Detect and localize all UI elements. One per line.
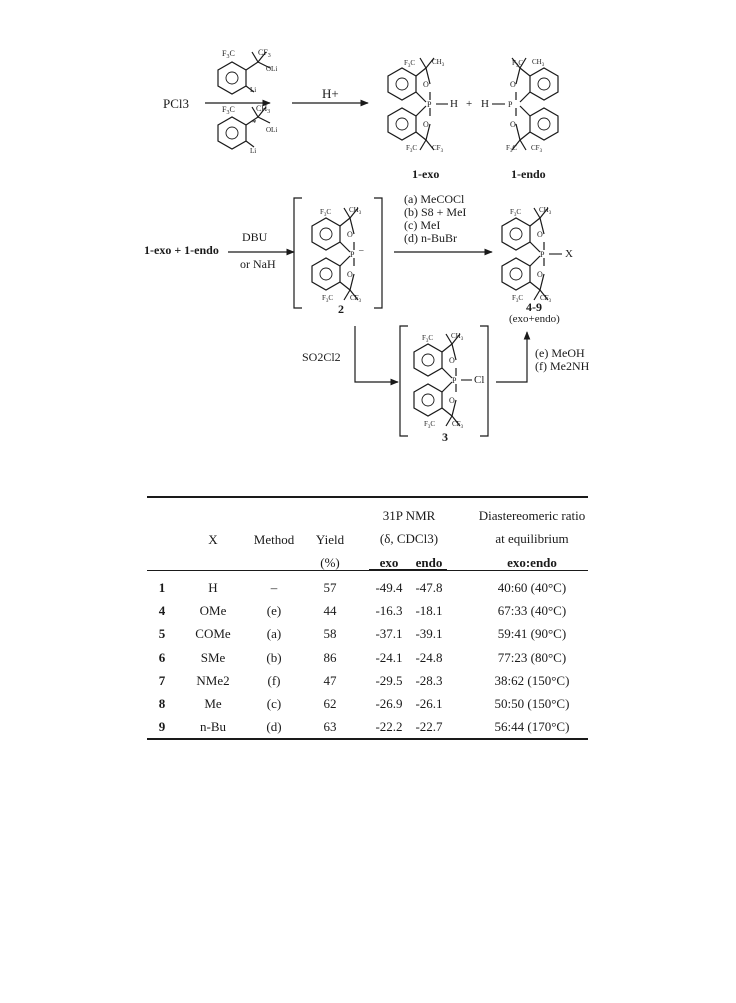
cell-method: (d) bbox=[266, 719, 282, 735]
cell-exo: -22.2 bbox=[375, 719, 403, 735]
cell-x: OMe bbox=[199, 603, 227, 619]
cell-x: COMe bbox=[195, 626, 231, 642]
svg-text:O: O bbox=[423, 80, 429, 89]
cell-method: (f) bbox=[267, 672, 281, 688]
cell-ratio: 40:60 (40°C) bbox=[497, 580, 567, 595]
svg-text:F3C: $F_3C$ bbox=[506, 144, 518, 154]
molecule-1-endo bbox=[512, 58, 558, 150]
header-exo: exo bbox=[379, 555, 399, 570]
cell-exo: -24.1 bbox=[375, 649, 403, 665]
svg-text:O: O bbox=[347, 230, 353, 239]
base-nah: or NaH bbox=[240, 257, 276, 271]
condition-a: (a) MeCOCl bbox=[404, 192, 465, 206]
svg-text:F3C: $F_3C$ bbox=[406, 144, 418, 154]
svg-text:F3C: $F_3C$ bbox=[222, 105, 235, 116]
header-ratio-cols: exo:endo bbox=[507, 555, 557, 570]
svg-text:–: – bbox=[359, 245, 364, 255]
reagent-bottom-oli: OLi bbox=[266, 126, 278, 134]
svg-text:CF3: $CF_3$ bbox=[350, 294, 362, 304]
molecule-2-anion bbox=[312, 206, 364, 304]
cell-ratio: 56:44 (170°C) bbox=[494, 719, 570, 735]
cell-id: 5 bbox=[158, 626, 166, 642]
reagent-top-li: Li bbox=[250, 86, 257, 94]
cell-endo: -39.1 bbox=[415, 626, 443, 642]
atom-h-endo: H bbox=[481, 98, 489, 110]
aryllithium-reagent-top bbox=[218, 48, 271, 94]
aryllithium-reagent-bottom bbox=[218, 104, 270, 149]
cell-endo: -24.8 bbox=[415, 649, 443, 665]
cell-method: – bbox=[270, 580, 278, 595]
label-2: 2 bbox=[338, 302, 344, 316]
cell-yield: 58 bbox=[323, 626, 337, 642]
cell-method: (e) bbox=[266, 603, 282, 619]
svg-text:O: O bbox=[510, 120, 516, 129]
atom-h-exo: H bbox=[450, 98, 458, 110]
label-1-endo: 1-endo bbox=[511, 167, 546, 181]
cell-yield: 57 bbox=[323, 580, 337, 595]
reagent-bottom-li: Li bbox=[250, 147, 257, 155]
cell-endo: -28.3 bbox=[415, 672, 443, 688]
svg-text:CF3: $CF_3$ bbox=[540, 294, 552, 304]
cell-endo: -26.1 bbox=[415, 696, 443, 711]
svg-text:O: O bbox=[347, 270, 353, 279]
header-nmr-solvent: (δ, CDCl3) bbox=[379, 531, 439, 546]
bracket-left-3 bbox=[400, 326, 408, 436]
molecule-3-chloride bbox=[414, 332, 472, 430]
table-bottom-rule bbox=[147, 738, 588, 740]
svg-text:CH3: $CH_3$ bbox=[432, 58, 445, 68]
bracket-right-2 bbox=[374, 198, 382, 308]
svg-text:O: O bbox=[449, 396, 455, 405]
svg-text:F3C: $F_3C$ bbox=[404, 59, 416, 69]
header-nmr: 31P NMR bbox=[382, 508, 436, 523]
arrow-so2cl2 bbox=[355, 326, 398, 382]
condition-b: (b) S8 + MeI bbox=[404, 205, 467, 219]
header-ratio: Diastereomeric ratio bbox=[478, 508, 586, 523]
cell-ratio: 38:62 (150°C) bbox=[494, 672, 570, 688]
svg-text:CF3: $CF_3$ bbox=[258, 48, 271, 59]
cell-yield: 63 bbox=[323, 719, 337, 735]
svg-text:P: P bbox=[452, 376, 457, 385]
header-method: Method bbox=[253, 532, 295, 547]
cell-method: (a) bbox=[266, 626, 282, 642]
header-x: X bbox=[208, 532, 218, 547]
condition-e: (e) MeOH bbox=[535, 346, 585, 360]
svg-text:O: O bbox=[510, 80, 516, 89]
condition-f: (f) Me2NH bbox=[535, 359, 590, 373]
svg-text:F3C: $F_3C$ bbox=[424, 420, 436, 430]
so2cl2-label: SO2Cl2 bbox=[302, 350, 341, 364]
cell-endo: -18.1 bbox=[415, 603, 443, 619]
cell-yield: 47 bbox=[323, 672, 337, 688]
cell-endo: -47.8 bbox=[415, 580, 443, 595]
cell-ratio: 77:23 (80°C) bbox=[497, 649, 567, 665]
header-yield: Yield bbox=[315, 532, 345, 547]
molecule-4-9 bbox=[502, 206, 562, 304]
cell-x: H bbox=[208, 580, 218, 595]
cell-exo: -49.4 bbox=[375, 580, 403, 595]
cell-method: (c) bbox=[266, 696, 282, 711]
label-1-exo: 1-exo bbox=[412, 167, 440, 181]
svg-text:F3C: $F_3C$ bbox=[322, 294, 334, 304]
header-endo: endo bbox=[415, 555, 443, 570]
atom-cl: Cl bbox=[474, 374, 485, 386]
acid-label: H+ bbox=[322, 86, 339, 101]
cell-ratio: 67:33 (40°C) bbox=[497, 603, 567, 619]
cell-yield: 86 bbox=[323, 649, 337, 665]
start-mixture-label: 1-exo + 1-endo bbox=[144, 243, 219, 257]
plus-sign: + bbox=[466, 98, 473, 110]
svg-text:CH3: $CH_3$ bbox=[539, 206, 552, 216]
svg-text:CF3: $CF_3$ bbox=[432, 144, 444, 154]
label-3: 3 bbox=[442, 430, 448, 444]
svg-text:P: P bbox=[508, 100, 513, 109]
header-yield-unit: (%) bbox=[320, 555, 340, 570]
cell-method: (b) bbox=[266, 649, 282, 665]
cell-x: SMe bbox=[200, 649, 226, 665]
cell-yield: 44 bbox=[323, 603, 337, 619]
condition-d: (d) n-BuBr bbox=[404, 231, 457, 245]
svg-text:O: O bbox=[537, 270, 543, 279]
cell-yield: 62 bbox=[323, 696, 337, 711]
svg-text:F3C: $F_3C$ bbox=[222, 49, 235, 60]
header-ratio-sub: at equilibrium bbox=[495, 531, 569, 546]
svg-text:*: * bbox=[252, 118, 257, 128]
bracket-left-2 bbox=[294, 198, 302, 308]
cell-id: 4 bbox=[158, 603, 166, 619]
cell-id: 9 bbox=[158, 719, 166, 735]
svg-text:CH3: $CH_3$ bbox=[256, 104, 271, 115]
svg-text:F3C: $F_3C$ bbox=[512, 294, 524, 304]
cell-exo: -29.5 bbox=[375, 672, 403, 688]
label-4-9: 4-9 bbox=[526, 300, 542, 314]
svg-text:F3C: $F_3C$ bbox=[320, 208, 332, 218]
svg-text:CF3: $CF_3$ bbox=[452, 420, 464, 430]
cell-id: 7 bbox=[158, 672, 166, 688]
base-dbu: DBU bbox=[242, 230, 268, 244]
arrow-nucleophile bbox=[496, 332, 527, 382]
svg-text:CH3: $CH_3$ bbox=[451, 332, 464, 342]
reagent-top-oli: OLi bbox=[266, 65, 278, 73]
cell-endo: -22.7 bbox=[415, 719, 443, 735]
svg-text:P: P bbox=[350, 250, 355, 259]
svg-text:CF3: $CF_3$ bbox=[531, 144, 543, 154]
svg-text:CH3: $CH_3$ bbox=[349, 206, 362, 216]
molecule-1-exo bbox=[388, 58, 448, 154]
svg-text:F3C: $F_3C$ bbox=[510, 208, 522, 218]
label-exo-endo: (exo+endo) bbox=[509, 313, 560, 325]
cell-x: n-Bu bbox=[200, 719, 226, 735]
svg-text:O: O bbox=[537, 230, 543, 239]
svg-text:O: O bbox=[449, 356, 455, 365]
cell-id: 1 bbox=[158, 580, 166, 595]
cell-exo: -16.3 bbox=[375, 603, 403, 619]
cell-x: Me bbox=[204, 696, 222, 711]
table-top-rule bbox=[147, 496, 588, 498]
svg-text:O: O bbox=[423, 120, 429, 129]
svg-text:P: P bbox=[540, 250, 545, 259]
atom-x: X bbox=[565, 248, 573, 260]
cell-x: NMe2 bbox=[196, 672, 230, 688]
cell-exo: -26.9 bbox=[375, 696, 403, 711]
condition-c: (c) MeI bbox=[404, 218, 441, 232]
cell-ratio: 50:50 (150°C) bbox=[494, 696, 570, 711]
svg-text:F3C: $F_3C$ bbox=[512, 59, 524, 69]
cell-id: 8 bbox=[158, 696, 166, 711]
svg-text:CH3: $CH_3$ bbox=[532, 58, 545, 68]
cell-id: 6 bbox=[158, 649, 166, 665]
reaction-scheme bbox=[0, 0, 736, 470]
svg-text:P: P bbox=[427, 100, 432, 109]
cell-ratio: 59:41 (90°C) bbox=[497, 626, 567, 642]
svg-text:F3C: $F_3C$ bbox=[422, 334, 434, 344]
cell-exo: -37.1 bbox=[375, 626, 403, 642]
pcl3-label: PCl3 bbox=[163, 96, 190, 111]
